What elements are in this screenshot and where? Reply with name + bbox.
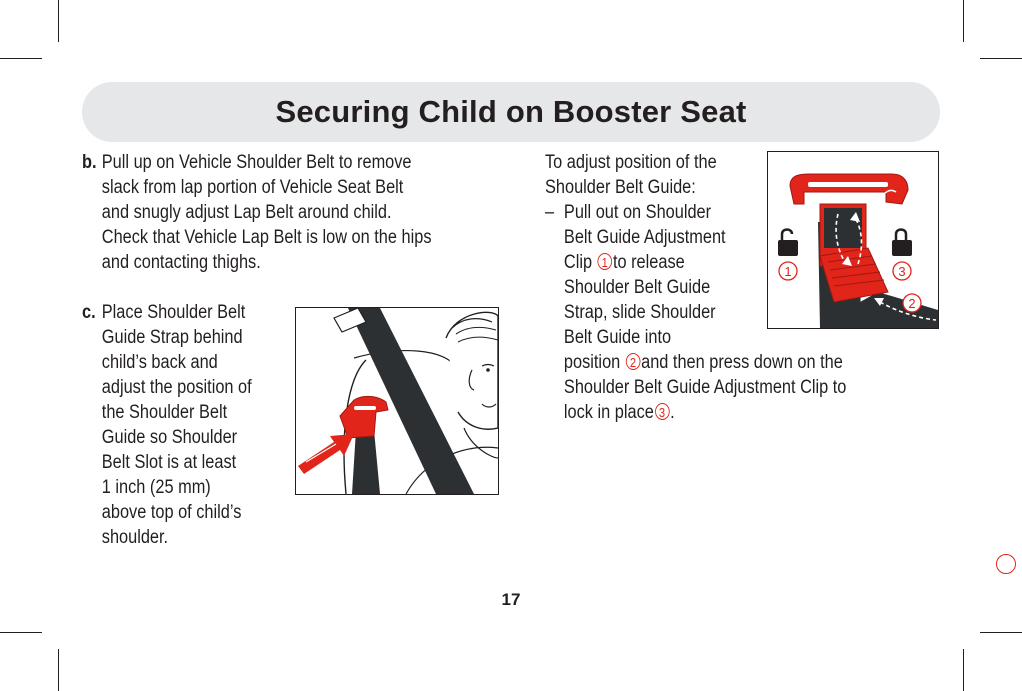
lock-closed-icon — [892, 230, 912, 257]
text-fragment: position — [563, 352, 621, 373]
belt-guide-drawing — [768, 152, 938, 328]
list-dash: – — [545, 202, 555, 223]
callout-2: 2 — [626, 353, 641, 370]
crop-mark — [963, 649, 964, 691]
step-c — [82, 300, 252, 550]
text-line: Guide Strap behind — [101, 327, 243, 348]
page-number: 17 — [501, 590, 521, 609]
text-line: Check that Vehicle Lap Belt is low on the hips — [101, 227, 432, 248]
crop-mark — [0, 632, 42, 633]
callout-2-label: 2 — [908, 296, 916, 311]
text-line: Belt Guide Adjustment — [563, 227, 726, 248]
text-line: the Shoulder Belt — [101, 402, 228, 423]
text-line: 1 inch (25 mm) — [101, 477, 211, 498]
crop-mark — [0, 58, 42, 59]
edge-callout-mark — [996, 554, 1016, 574]
crop-mark — [58, 0, 59, 42]
text-line: slack from lap portion of Vehicle Seat Belt — [101, 177, 404, 198]
step-b — [82, 150, 432, 275]
text-line: Guide so Shoulder — [101, 427, 238, 448]
callout-3-label: 3 — [898, 264, 906, 279]
text-line: child’s back and — [101, 352, 218, 373]
text-line: Belt Slot is at least — [101, 452, 237, 473]
text-line: and contacting thighs. — [101, 252, 261, 273]
text-fragment: . — [670, 402, 675, 423]
text-line: Pull out on Shoulder — [563, 202, 712, 223]
text-line: Place Shoulder Belt — [101, 302, 246, 323]
text-fragment: to release — [612, 252, 685, 273]
callout-1-label: 1 — [784, 264, 792, 279]
text-line: Shoulder Belt Guide Adjustment Clip to — [563, 377, 847, 398]
callout-3: 3 — [655, 403, 670, 420]
lock-open-icon — [778, 230, 798, 257]
crop-mark — [980, 632, 1022, 633]
text-fragment: Clip — [563, 252, 593, 273]
crop-mark — [980, 58, 1022, 59]
child-belt-drawing — [296, 308, 498, 494]
title-banner — [82, 82, 940, 142]
child-belt-illustration — [295, 307, 499, 495]
crop-mark — [58, 649, 59, 691]
text-line: adjust the position of — [101, 377, 252, 398]
step-marker: c. — [82, 302, 96, 323]
text-line: Pull up on Vehicle Shoulder Belt to remove — [101, 152, 412, 173]
text-line: and snugly adjust Lap Belt around child. — [101, 202, 392, 223]
callout-1: 1 — [597, 253, 612, 270]
crop-mark — [963, 0, 964, 42]
text-line — [564, 350, 846, 375]
text-line: To adjust position of the — [545, 152, 717, 173]
text-line: shoulder. — [101, 527, 169, 548]
page-title: Securing Child on Booster Seat — [275, 94, 747, 129]
text-line: Shoulder Belt Guide — [563, 277, 711, 298]
text-fragment: and then press down on the — [641, 352, 843, 373]
text-line: Strap, slide Shoulder — [563, 302, 716, 323]
text-line: Belt Guide into — [563, 327, 672, 348]
belt-guide-illustration — [767, 151, 939, 329]
text-fragment: lock in place — [563, 402, 654, 423]
text-line: above top of child’s — [101, 502, 242, 523]
text-line: Shoulder Belt Guide: — [545, 177, 696, 198]
step-marker: b. — [82, 152, 97, 173]
text-line — [564, 400, 846, 425]
